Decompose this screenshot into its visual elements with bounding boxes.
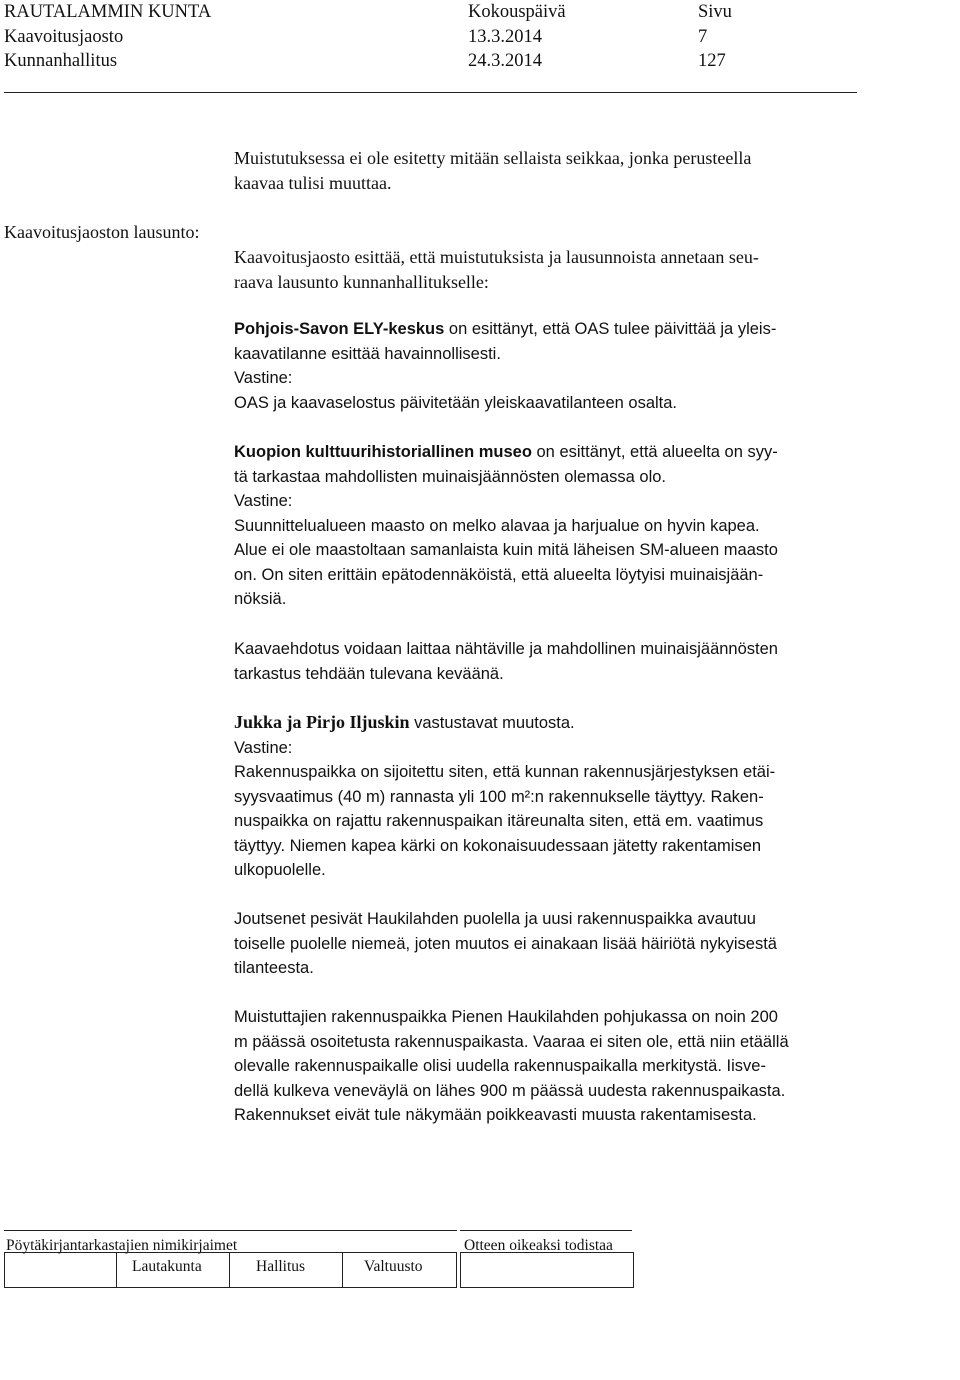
text-line: ulkopuolelle. — [234, 861, 326, 879]
initials-boxes — [4, 1252, 457, 1288]
box-divider — [4, 1253, 5, 1287]
box-divider — [116, 1253, 117, 1287]
text-line: Joutsenet pesivät Haukilahden puolella ja uusi rakennuspaikka avautuu — [234, 910, 756, 928]
text-line: olevalle rakennuspaikalle olisi uudella rakennuspaikalla merkitystä. Iisve- — [234, 1057, 766, 1075]
text-line: tilanteesta. — [234, 959, 314, 977]
organisation-name: Kuopion kulttuurihistoriallinen museo — [234, 443, 532, 461]
objector-name: Jukka ja Pirjo Iljuskin — [234, 712, 410, 732]
meeting-date-2: 24.3.2014 — [468, 51, 542, 71]
certified-copy-label: Otteen oikeaksi todistaa — [464, 1237, 613, 1254]
text-line: tarkastus tehdään tulevana keväänä. — [234, 664, 504, 683]
header-row-2 — [4, 25, 904, 50]
box-divider — [456, 1253, 457, 1287]
box-label-valtuusto: Valtuusto — [364, 1258, 423, 1275]
document-header — [4, 0, 904, 74]
meeting-date-label: Kokouspäivä — [468, 2, 566, 22]
text-line: on. On siten erittäin epätodennäköistä, että alueelta löytyisi muinaisjään- — [234, 565, 764, 584]
text-line: dellä kulkeva veneväylä on lähes 900 m päässä uudesta rakennuspaikasta. — [234, 1081, 786, 1100]
certified-copy-box — [460, 1252, 634, 1288]
text-line: m päässä osoitetusta rakennuspaikasta. Vaaraa ei siten ole, että niin etäällä — [234, 1032, 789, 1051]
statement-side-label: Kaavoitusjaoston lausunto: — [4, 222, 200, 242]
text-line: toiselle puolelle niemeä, joten muutos ei ainakaan lisää häiriötä nykyisestä — [234, 934, 777, 953]
text-line: Rakennukset eivät tule näkymään poikkeavasti muusta rakentamisesta. — [234, 1106, 757, 1124]
municipality-name: RAUTALAMMIN KUNTA — [4, 2, 212, 22]
paragraph-intro — [234, 146, 874, 195]
text-line — [234, 317, 874, 342]
text-line: OAS ja kaavaselostus päivitetään yleiskaavatilanteen osalta. — [234, 393, 678, 412]
organisation-name: Pohjois-Savon ELY-keskus — [234, 320, 445, 338]
box-label-lautakunta: Lautakunta — [132, 1258, 202, 1275]
paragraph-ely — [234, 317, 874, 415]
text-line: Kaavaehdotus voidaan laittaa nähtäville ja mahdollinen muinaisjäännösten — [234, 640, 778, 658]
text-line: raava lausunto kunnanhallitukselle: — [234, 271, 489, 292]
text-line: kaavaa tulisi muuttaa. — [234, 172, 392, 193]
box-label-hallitus: Hallitus — [256, 1258, 306, 1275]
page-number-2: 127 — [698, 51, 726, 71]
meeting-date-1: 13.3.2014 — [468, 26, 542, 47]
text-line: tä tarkastaa mahdollisten muinaisjäännösten olemassa olo. — [234, 467, 666, 486]
header-divider — [4, 92, 857, 93]
paragraph-iljuskin — [234, 710, 874, 883]
text-line: syysvaatimus (40 m) rannasta yli 100 m²:n rakennukselle täyttyy. Raken- — [234, 787, 764, 806]
committee-name-1: Kaavoitusjaosto — [4, 26, 124, 47]
text-line: täyttyy. Niemen kapea kärki on kokonaisuudessaan jätetty rakentamisen — [234, 836, 762, 855]
box-divider — [229, 1253, 230, 1287]
paragraph-museum — [234, 440, 874, 612]
text-span: vastustavat muutosta. — [409, 714, 575, 732]
response-label: Vastine: — [234, 492, 293, 510]
paragraph-distance — [234, 1005, 874, 1128]
page-label: Sivu — [698, 2, 732, 22]
footer-divider-left — [4, 1230, 457, 1231]
response-label: Vastine: — [234, 369, 293, 387]
paragraph-statement — [234, 245, 874, 294]
text-line: Suunnittelualueen maasto on melko alavaa ja harjualue on hyvin kapea. — [234, 516, 760, 535]
inspectors-initials-label: Pöytäkirjantarkastajien nimikirjaimet — [6, 1237, 238, 1254]
text-line: nuspaikka on rajattu rakennuspaikan itäreunalta siten, että em. vaatimus — [234, 812, 764, 830]
paragraph-swans — [234, 907, 874, 981]
page-number-1: 7 — [698, 26, 708, 47]
text-line: Muistutuksessa ei ole esitetty mitään sellaista seikkaa, jonka perusteella — [234, 148, 752, 168]
response-label: Vastine: — [234, 738, 293, 757]
committee-name-2: Kunnanhallitus — [4, 51, 118, 71]
text-line — [234, 710, 874, 736]
text-line: Muistuttajien rakennuspaikka Pienen Haukilahden pohjukassa on noin 200 — [234, 1008, 778, 1026]
text-span: on esittänyt, että alueelta on syy- — [531, 443, 778, 461]
text-span: on esittänyt, että OAS tulee päivittää ja yleis- — [444, 320, 777, 338]
text-line: nöksiä. — [234, 590, 287, 608]
text-line — [234, 440, 874, 465]
text-line: Rakennuspaikka on sijoitettu siten, että kunnan rakennusjärjestyksen etäi- — [234, 763, 776, 781]
header-row-1 — [4, 0, 904, 25]
text-line: Kaavoitusjaosto esittää, että muistutuksista ja lausunnoista annetaan seu- — [234, 247, 759, 267]
header-row-3 — [4, 49, 904, 74]
paragraph-proposal — [234, 637, 874, 686]
text-line: Alue ei ole maastoltaan samanlaista kuin mitä läheisen SM-alueen maasto — [234, 541, 778, 559]
box-divider — [342, 1253, 343, 1287]
text-line: kaavatilanne esittää havainnollisesti. — [234, 344, 501, 363]
footer-divider-right — [460, 1230, 632, 1231]
